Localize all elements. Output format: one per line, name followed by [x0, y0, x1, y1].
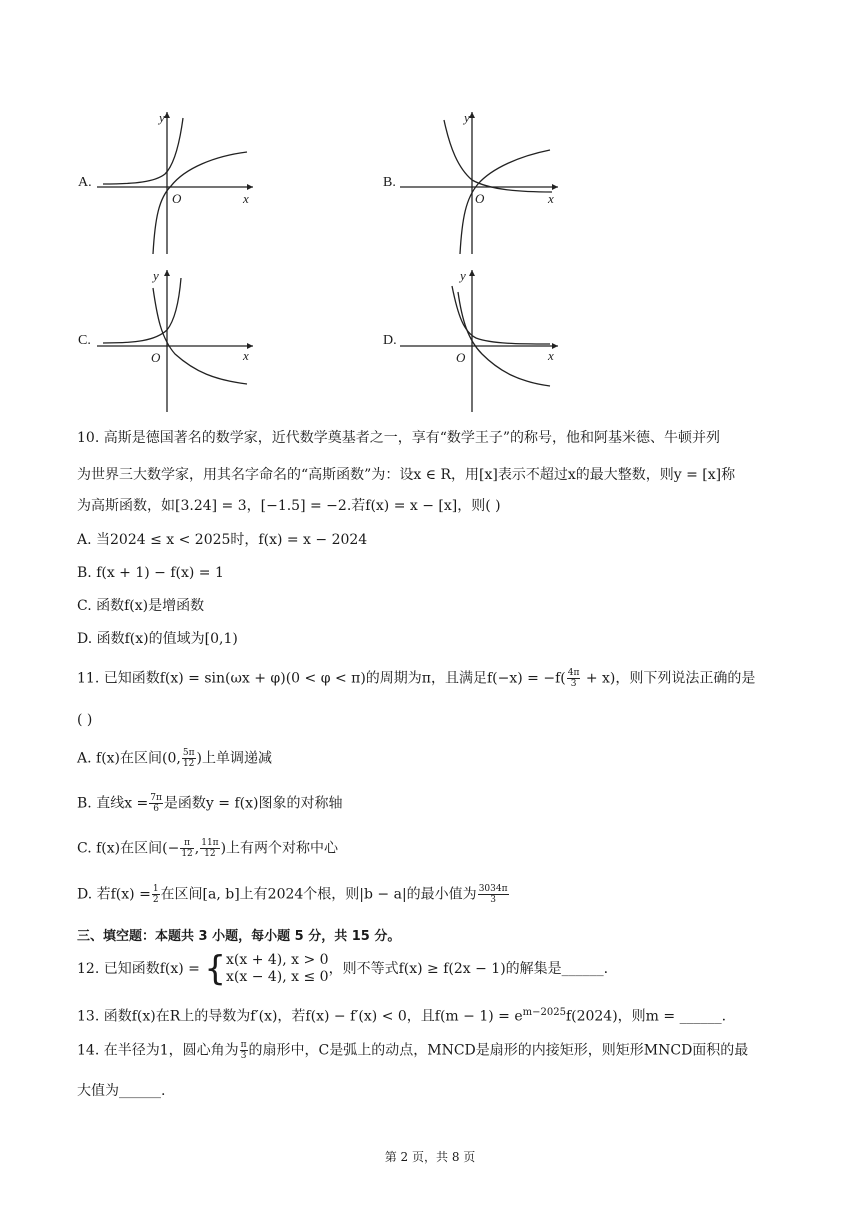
q11-d-mid: 在区间[a, b]上有2024个根，则|b − a|的最小值为 — [160, 886, 477, 903]
q11-b-post: 是函数y = f(x)图象的对称轴 — [163, 795, 343, 812]
q14-line-2: 大值为______. — [77, 1083, 166, 1099]
q10-option-c: C. 函数f(x)是增函数 — [77, 598, 205, 614]
y-axis-label: y — [159, 110, 165, 125]
graph-c-svg — [75, 266, 265, 416]
q11-d-den: 2 — [152, 895, 159, 905]
x-axis-label: x — [548, 191, 554, 206]
q11-stem-post: + x)，则下列说法正确的是 — [581, 670, 756, 687]
q11-b-den: 6 — [153, 804, 159, 814]
q11-c-den1: 12 — [181, 849, 193, 859]
q11-c-post: )上有两个对称中心 — [220, 840, 339, 857]
origin-label: O — [151, 350, 161, 365]
option-c-letter: C. — [78, 333, 91, 348]
q11-a-den: 12 — [182, 759, 195, 769]
option-b-graph — [380, 108, 570, 258]
q14-den: 3 — [240, 1051, 247, 1061]
q14-fraction — [240, 1040, 248, 1061]
q11-option-b — [77, 793, 342, 814]
q10-line-2: 为世界三大数学家，用其名字命名的“高斯函数”为：设x ∈ R，用[x]表示不超过x的最大整数，则y = [x]称 — [77, 467, 736, 483]
option-d-graph — [380, 266, 570, 416]
option-c-graph — [75, 266, 265, 416]
q11-c-pre: C. f(x)在区间(− — [77, 840, 180, 857]
q11-b-pre: B. 直线x = — [77, 795, 149, 812]
q14-line-1 — [77, 1040, 748, 1061]
page-footer: 第 2 页，共 8 页 — [384, 1150, 476, 1164]
q11-d-den2: 3 — [490, 895, 496, 905]
x-axis-label: x — [548, 348, 554, 363]
option-a-graph — [75, 108, 265, 258]
q11-a-pre: A. f(x)在区间(0, — [77, 750, 181, 767]
q11-stem-pre: 11. 已知函数f(x) = sin(ωx + φ)(0 < φ < π)的周期为π，且满足f(−x) = −f( — [77, 670, 566, 687]
option-b-letter: B. — [383, 175, 396, 190]
q11-c-fraction-2 — [200, 838, 219, 859]
q11-d-num: 1 — [152, 884, 159, 894]
graph-a-svg — [75, 108, 265, 258]
q11-b-num: 7π — [150, 793, 162, 803]
q11-c-num2: 11π — [201, 838, 219, 848]
x-axis-label: x — [243, 348, 249, 363]
q10-line-3: 为高斯函数，如[3.24] = 3，[−1.5] = −2.若f(x) = x − [x]，则( ) — [77, 498, 501, 514]
origin-label: O — [456, 350, 466, 365]
q12-pre: 12. 已知函数f(x) = — [77, 961, 200, 977]
section-3-heading: 三、填空题：本题共 3 小题，每小题 5 分，共 15 分。 — [77, 929, 401, 944]
q10-line-1: 10. 高斯是德国著名的数学家，近代数学奠基者之一，享有“数学王子”的称号，他和阿基米德、牛顿并列 — [77, 430, 721, 446]
q13-line — [77, 1003, 726, 1027]
q12-post: ，则不等式f(x) ≥ f(2x − 1)的解集是______. — [328, 961, 609, 977]
q11-a-fraction — [182, 748, 196, 769]
q11-frac-num: 4π — [567, 668, 580, 678]
y-axis-label: y — [460, 268, 466, 283]
q13-post: f(2024)，则m = ______. — [565, 1008, 727, 1025]
q12-cases — [226, 952, 329, 986]
q11-d-fraction-2 — [478, 884, 509, 905]
q11-option-c — [77, 838, 338, 859]
q13-pre: 13. 函数f(x)在R上的导数为f′(x)，若f(x) − f′(x) < 0，且f(m − 1) = e — [77, 1008, 523, 1025]
q11-c-den2: 12 — [204, 849, 216, 859]
q11-d-fraction-1 — [152, 884, 160, 905]
q11-option-d — [77, 884, 510, 905]
q10-option-a: A. 当2024 ≤ x < 2025时，f(x) = x − 2024 — [77, 532, 368, 548]
q11-c-mid: , — [194, 840, 200, 857]
graph-d-svg — [380, 266, 570, 416]
y-axis-label: y — [153, 268, 159, 283]
q12-case-1: x(x + 4), x > 0 — [226, 952, 329, 968]
q11-line-2: ( ) — [77, 712, 93, 728]
q11-c-fraction-1 — [180, 838, 193, 859]
q11-d-pre: D. 若f(x) = — [77, 886, 151, 903]
q12-case-2: x(x − 4), x ≤ 0 — [226, 969, 329, 985]
option-a-letter: A. — [78, 175, 92, 190]
q11-c-num1: π — [180, 838, 193, 849]
q11-fraction — [567, 668, 581, 689]
q11-option-a — [77, 748, 272, 769]
graph-b-svg — [380, 108, 570, 258]
q14-post: 的扇形中，C是弧上的动点，MNCD是扇形的内接矩形，则矩形MNCD面积的最 — [248, 1042, 749, 1059]
origin-label: O — [475, 191, 485, 206]
q11-a-num: 5π — [182, 748, 195, 758]
q11-d-num2: 3034π — [478, 884, 508, 894]
q11-a-post: )上单调递减 — [196, 750, 272, 767]
q13-exponent: m−2025 — [522, 1007, 566, 1018]
q11-line-1 — [77, 668, 755, 689]
origin-label: O — [172, 191, 182, 206]
q10-option-b: B. f(x + 1) − f(x) = 1 — [77, 565, 224, 581]
q10-option-d: D. 函数f(x)的值域为[0,1) — [77, 631, 238, 647]
q14-num: π — [240, 1040, 247, 1050]
y-axis-label: y — [464, 110, 470, 125]
q12-line — [77, 949, 609, 989]
q11-frac-den: 3 — [570, 679, 577, 689]
q11-b-fraction — [149, 793, 163, 814]
q12-brace: { — [204, 949, 226, 989]
x-axis-label: x — [243, 191, 249, 206]
option-d-letter: D. — [383, 333, 397, 348]
q14-pre: 14. 在半径为1，圆心角为 — [77, 1042, 239, 1059]
